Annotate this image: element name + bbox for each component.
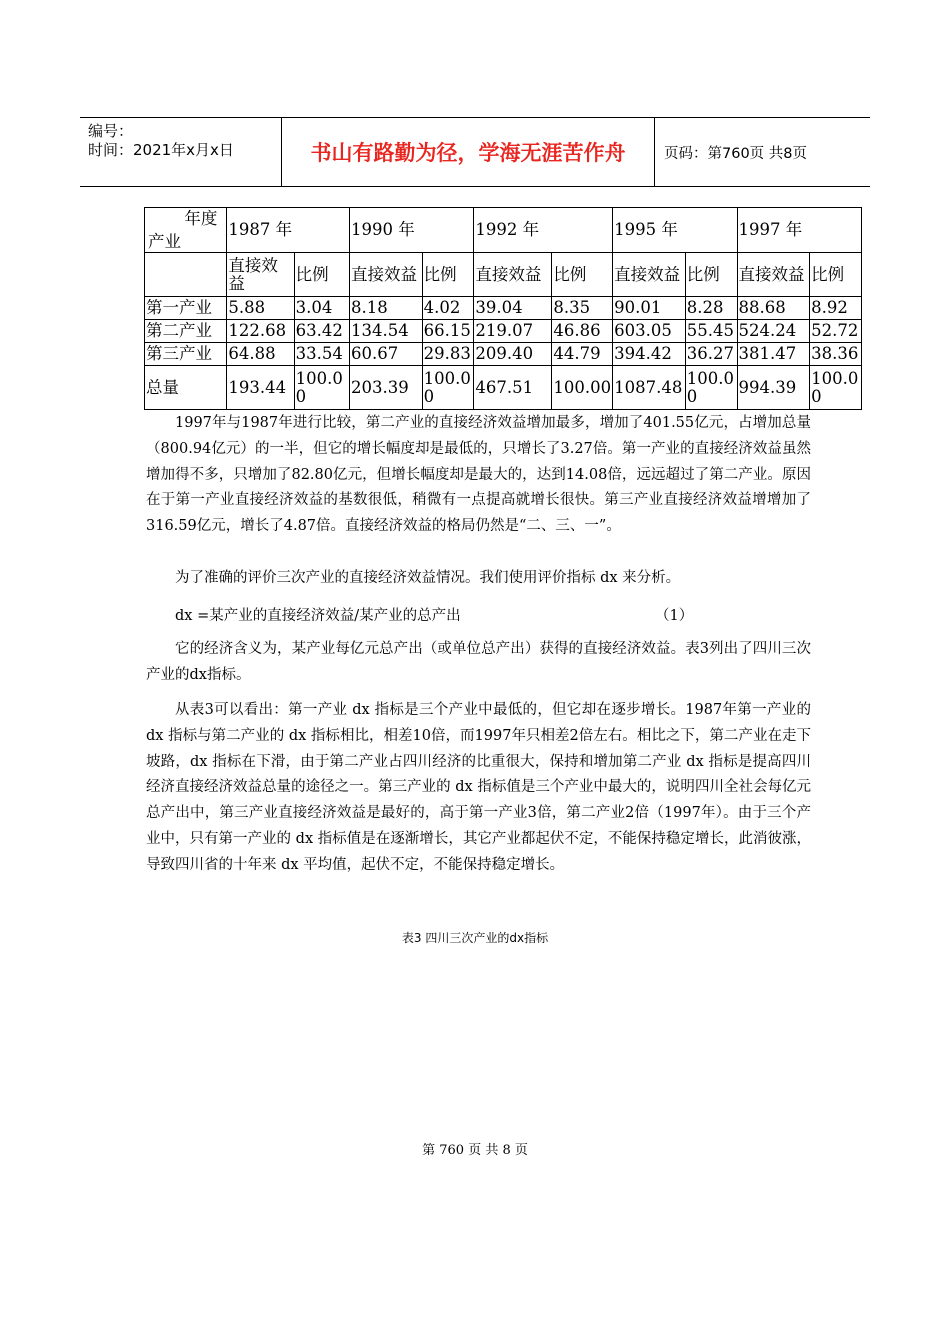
table-cell: 100.00 (685, 366, 737, 410)
effect-header: 直接效益 (737, 253, 810, 297)
table-cell: 219.07 (474, 320, 552, 343)
empty-cell (145, 253, 227, 297)
paragraph-meaning: 它的经济含义为，某产业每亿元总产出（或单位总产出）获得的直接经济效益。表3列出了四川三次产业的dx指标。 (146, 641, 811, 683)
table-cell: 55.45 (685, 320, 737, 343)
table-caption: 表3 四川三次产业的dx指标 (401, 931, 549, 945)
table-cell: 8.92 (810, 297, 862, 320)
table-cell: 4.02 (422, 297, 474, 320)
table-corner-cell (145, 208, 227, 253)
table-subheader-row (145, 253, 862, 297)
table-cell: 90.01 (613, 297, 686, 320)
table-cell: 60.67 (350, 343, 423, 366)
year-header: 1987 年 (227, 208, 350, 253)
table-cell: 8.28 (685, 297, 737, 320)
row-label: 总量 (145, 366, 227, 410)
table-cell: 5.88 (227, 297, 294, 320)
table-cell: 524.24 (737, 320, 810, 343)
page-footer: 第 760 页 共 8 页 (422, 1143, 528, 1158)
row-label: 第一产业 (145, 297, 227, 320)
table-header-row (145, 208, 862, 253)
table-cell: 64.88 (227, 343, 294, 366)
table-row (145, 297, 862, 320)
table-row-total (145, 366, 862, 410)
table-cell: 3.04 (294, 297, 349, 320)
time-label: 时间：2021年x月x日 (88, 141, 234, 159)
year-header: 1992 年 (474, 208, 613, 253)
table-cell: 36.27 (685, 343, 737, 366)
row-label: 第三产业 (145, 343, 227, 366)
effect-header: 直接效益 (613, 253, 686, 297)
table-cell: 29.83 (422, 343, 474, 366)
year-header: 1995 年 (613, 208, 737, 253)
header-page-label: 页码：第760页 共8页 (664, 145, 808, 162)
row-label: 第二产业 (145, 320, 227, 343)
table-cell: 1087.48 (613, 366, 686, 410)
table-cell: 100.00 (422, 366, 474, 410)
formula-text: dx =某产业的直接经济效益/某产业的总产出 (175, 608, 461, 624)
table-cell: 100.00 (294, 366, 349, 410)
table-cell: 33.54 (294, 343, 349, 366)
table-cell: 100.00 (810, 366, 862, 410)
ratio-header: 比例 (685, 253, 737, 297)
effect-header: 直接效益 (474, 253, 552, 297)
formula-line (175, 605, 694, 627)
table-cell: 467.51 (474, 366, 552, 410)
year-header: 1997 年 (737, 208, 861, 253)
table-row (145, 343, 862, 366)
header-motto: 书山有路勤为径，学海无涯苦作舟 (310, 141, 626, 165)
year-header: 1990 年 (350, 208, 474, 253)
table-cell: 39.04 (474, 297, 552, 320)
serial-label: 编号： (88, 122, 134, 140)
ratio-header: 比例 (552, 253, 613, 297)
paragraph-indicator-intro: 为了准确的评价三次产业的直接经济效益情况。我们使用评价指标 dx 来分析。 (175, 570, 681, 586)
table-cell: 100.00 (552, 366, 613, 410)
table-cell: 994.39 (737, 366, 810, 410)
table-cell: 603.05 (613, 320, 686, 343)
table-cell: 394.42 (613, 343, 686, 366)
table-row (145, 320, 862, 343)
paragraph-analysis: 从表3可以看出：第一产业 dx 指标是三个产业中最低的，但它却在逐步增长。1987年第一产业的 dx 指标与第二产业的 dx 指标相比，相差10倍，而1997年只相差2倍左右。相比之下，第二产业在走下坡路，dx 指标在下滑，由于第二产业占四川经济的比重很大，保持和增加第二产业 dx 指标是提高四川经济直接经济效益总量的途径之一。第三产业的 dx 指标值是三个产业中最大的，说明四川全社会每亿元总产出中，第三产业直接经济效益是最好的，高于第一产业3倍，第二产业2倍（1997年）。由于三个产业中，只有第一产业的 dx 指标值是在逐渐增长，其它产业都起伏不定，不能保持稳定增长，此消彼涨，导致四川省的十年来 dx 平均值，起伏不定，不能保持稳定增长。 (146, 702, 811, 873)
table-cell: 63.42 (294, 320, 349, 343)
table-cell: 8.18 (350, 297, 423, 320)
paragraph-comparison: 1997年与1987年进行比较，第二产业的直接经济效益增加最多，增加了401.55亿元，占增加总量（800.94亿元）的一半，但它的增长幅度却是最低的，只增长了3.27倍。第一产业的直接经济效益虽然增加得不多，只增加了82.80亿元，但增长幅度却是最大的，达到14.08倍，远远超过了第二产业。原因在于第一产业直接经济效益的基数很低，稍微有一点提高就增长很快。第三产业直接经济效益增增加了316.59亿元，增长了4.87倍。直接经济效益的格局仍然是“二、三、一”。 (146, 415, 811, 535)
table-cell: 66.15 (422, 320, 474, 343)
table-cell: 134.54 (350, 320, 423, 343)
ratio-header: 比例 (294, 253, 349, 297)
header-meta (88, 122, 283, 160)
ratio-header: 比例 (810, 253, 862, 297)
table-cell: 381.47 (737, 343, 810, 366)
table-cell: 44.79 (552, 343, 613, 366)
page-header (80, 117, 870, 187)
header-divider (654, 118, 655, 186)
table-cell: 38.36 (810, 343, 862, 366)
table-cell: 203.39 (350, 366, 423, 410)
corner-year-label: 年度 (184, 209, 218, 228)
effect-header: 直接效益 (350, 253, 423, 297)
corner-industry-label: 产业 (148, 232, 181, 251)
table-cell: 209.40 (474, 343, 552, 366)
effect-header: 直接效益 (227, 253, 294, 297)
ratio-header: 比例 (422, 253, 474, 297)
table-cell: 122.68 (227, 320, 294, 343)
table-cell: 8.35 (552, 297, 613, 320)
formula-number: （1） (655, 608, 694, 624)
table-cell: 193.44 (227, 366, 294, 410)
table-cell: 46.86 (552, 320, 613, 343)
industry-benefit-table (144, 207, 862, 410)
table-cell: 52.72 (810, 320, 862, 343)
table-cell: 88.68 (737, 297, 810, 320)
